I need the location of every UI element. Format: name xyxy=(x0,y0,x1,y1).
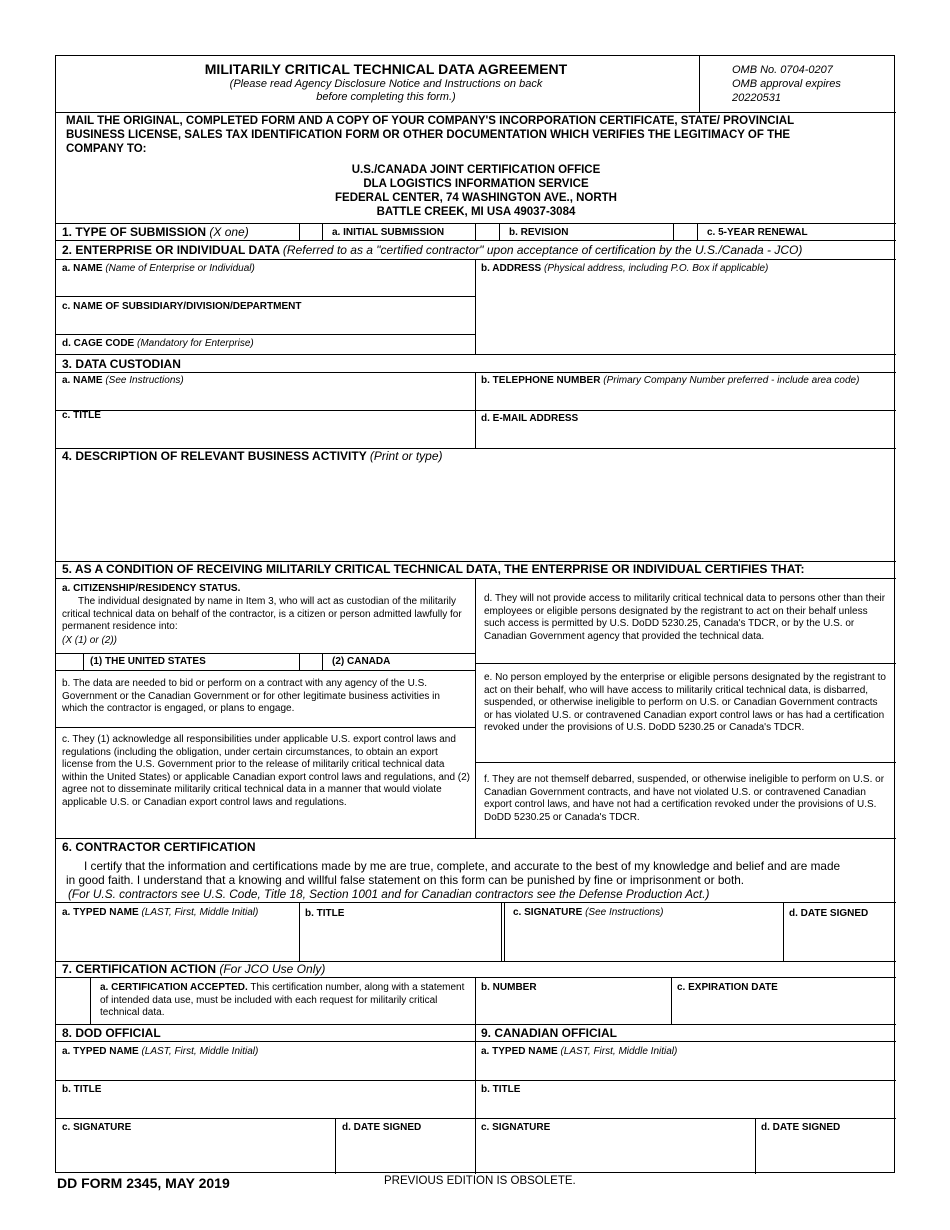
s3-phone-label: b. TELEPHONE NUMBER (Primary Company Number preferred - include area code) xyxy=(481,375,860,386)
s9-date-field[interactable] xyxy=(757,1136,894,1172)
s5-canada-label: (2) CANADA xyxy=(332,656,391,667)
s1-initial-checkbox[interactable] xyxy=(299,224,321,241)
s2-name-field[interactable] xyxy=(57,276,474,294)
s1-revision-label: b. REVISION xyxy=(509,227,569,238)
s3-name-label: a. NAME (See Instructions) xyxy=(62,375,184,386)
s7-number-label: b. NUMBER xyxy=(481,982,537,993)
s1-renewal-checkbox[interactable] xyxy=(673,224,695,241)
s2-cage-label: d. CAGE CODE (Mandatory for Enterprise) xyxy=(62,338,254,349)
mail-address-2: DLA LOGISTICS INFORMATION SERVICE xyxy=(363,178,589,190)
s2-title: 2. ENTERPRISE OR INDIVIDUAL DATA (Referred to as a "certified contractor" upon acceptance of certification by the U.S./Canada - JCO) xyxy=(62,243,803,257)
s8-name-field[interactable] xyxy=(57,1059,474,1079)
s6-title-label: b. TITLE xyxy=(305,908,345,919)
mail-address-1: U.S./CANADA JOINT CERTIFICATION OFFICE xyxy=(351,164,601,176)
form-subtitle-1: (Please read Agency Disclosure Notice and Instructions on back xyxy=(229,78,543,90)
mail-address-4: BATTLE CREEK, MI USA 49037-3084 xyxy=(376,206,576,218)
s7-expiration-field[interactable] xyxy=(673,996,894,1022)
s5-d-text: d. They will not provide access to militarily critical technical data to persons other than their employees or eligible persons designated by the registrant to act on their behalf unless such access is permitted by U.S. DoDD 5230.25, Canada's TDCR, or by the U.S. or Canadian Government agency that provided the technical data. xyxy=(484,593,886,642)
mail-instruction-3: COMPANY TO: xyxy=(66,143,147,155)
s7-accepted-text: a. CERTIFICATION ACCEPTED. This certification number, along with a statement of intended data use, must be included with each request for militarily critical technical data. xyxy=(100,982,465,1018)
s3-phone-field[interactable] xyxy=(477,388,894,408)
s2-address-label: b. ADDRESS (Physical address, including P.O. Box if applicable) xyxy=(481,263,769,274)
s5-c-text: c. They (1) acknowledge all responsibilities under applicable U.S. export control laws and regulations (including the obligation, under certain circumstances, to obtain an export license from the U.S. Government prior to the release of militarily critical technical data within the United States) or applicable Canadian export control laws and regulations, and (2) agree not to disseminate militarily critical technical data in a manner that would violate applicable U.S. or Canadian export control laws and regulations. xyxy=(62,734,471,808)
s6-title-field[interactable] xyxy=(301,922,500,960)
s5-f-text: f. They are not themself debarred, suspended, or otherwise ineligible to perform on U.S. or Canadian Government contracts, and have not violated U.S. or contravened Canadian export control laws, and have not had a certification revoked under the provisions of U.S. DoDD 5230.25 or Canada's TDCR. xyxy=(484,774,885,823)
form-title: MILITARILY CRITICAL TECHNICAL DATA AGREEMENT xyxy=(204,61,568,77)
s4-title: 4. DESCRIPTION OF RELEVANT BUSINESS ACTIVITY (Print or type) xyxy=(62,449,443,463)
s6-cert-3: (For U.S. contractors see U.S. Code, Title 18, Section 1001 and for Canadian contractors see the Defense Production Act.) xyxy=(68,887,710,901)
s3-name-field[interactable] xyxy=(57,388,474,408)
omb-number: OMB No. 0704-0207 xyxy=(732,64,833,76)
s6-name-field[interactable] xyxy=(57,922,298,960)
s9-name-field[interactable] xyxy=(477,1059,894,1079)
s3-email-field[interactable] xyxy=(477,426,894,446)
form-subtitle-2: before completing this form.) xyxy=(316,91,456,103)
s2-subsidiary-field[interactable] xyxy=(57,314,474,332)
s8-title-label: b. TITLE xyxy=(62,1084,102,1095)
s4-description-field[interactable] xyxy=(57,466,895,558)
s7-title: 7. CERTIFICATION ACTION (For JCO Use Only) xyxy=(62,962,326,976)
s5-us-label: (1) THE UNITED STATES xyxy=(90,656,206,667)
s2-address-field[interactable] xyxy=(477,276,894,352)
form-id: DD FORM 2345, MAY 2019 xyxy=(57,1175,230,1191)
s2-name-label: a. NAME (Name of Enterprise or Individual) xyxy=(62,263,255,274)
s9-signature-label: c. SIGNATURE xyxy=(481,1122,551,1133)
s8-date-field[interactable] xyxy=(337,1136,474,1172)
s5-b-text: b. The data are needed to bid or perform on a contract with any agency of the U.S. Government or the Canadian Government or for other legitimate business activities in which the contractor is engaged, or plans to engage. xyxy=(62,678,440,714)
s2-subsidiary-label: c. NAME OF SUBSIDIARY/DIVISION/DEPARTMENT xyxy=(62,301,302,312)
s9-title-field[interactable] xyxy=(477,1097,894,1117)
s6-title: 6. CONTRACTOR CERTIFICATION xyxy=(62,840,256,854)
mail-instruction-1: MAIL THE ORIGINAL, COMPLETED FORM AND A COPY OF YOUR COMPANY'S INCORPORATION CERTIFICATE, STATE/ PROVINCIAL xyxy=(66,115,795,127)
s1-title: 1. TYPE OF SUBMISSION (X one) xyxy=(62,225,249,239)
s8-signature-label: c. SIGNATURE xyxy=(62,1122,132,1133)
s3-title: 3. DATA CUSTODIAN xyxy=(62,357,181,371)
s8-signature-field[interactable] xyxy=(57,1136,334,1172)
form-header xyxy=(56,56,896,112)
s9-title: 9. CANADIAN OFFICIAL xyxy=(481,1026,617,1040)
mail-address-3: FEDERAL CENTER, 74 WASHINGTON AVE., NORTH xyxy=(335,192,617,204)
s6-signature-field[interactable] xyxy=(506,922,782,960)
s9-signature-field[interactable] xyxy=(477,1136,754,1172)
s9-name-label: a. TYPED NAME (LAST, First, Middle Initial) xyxy=(481,1046,678,1057)
s6-date-field[interactable] xyxy=(785,922,894,960)
s8-title-field[interactable] xyxy=(57,1097,474,1117)
s9-title-label: b. TITLE xyxy=(481,1084,521,1095)
s8-title: 8. DOD OFFICIAL xyxy=(62,1026,161,1040)
s5-a-hint: (X (1) or (2)) xyxy=(62,635,117,646)
omb-date: 20220531 xyxy=(732,92,781,104)
s8-date-label: d. DATE SIGNED xyxy=(342,1122,422,1133)
s5-a-title: a. CITIZENSHIP/RESIDENCY STATUS. xyxy=(62,583,241,594)
s5-e-text: e. No person employed by the enterprise or eligible persons designated by the registrant to act on their behalf, who will have access to militarily critical technical data, is disbarred, suspended, or otherwise ineligible to perform on U.S. or Canadian Government contracts or has violated U.S. or contravened Canadian export control laws or has had a certification revoked under the provisions of U.S. DoDD 5230.25 or Canada's TDCR. xyxy=(484,672,886,733)
s6-date-label: d. DATE SIGNED xyxy=(789,908,869,919)
s6-name-label: a. TYPED NAME (LAST, First, Middle Initial) xyxy=(62,907,259,918)
s5-a-body: The individual designated by name in Item 3, who will act as custodian of the militarily critical technical data on behalf of the contractor, is a citizen or person admitted lawfully for permanent residence into: xyxy=(62,596,462,632)
s1-revision-checkbox[interactable] xyxy=(475,224,497,241)
s6-cert-1: I certify that the information and certifications made by me are true, complete, and accurate to the best of my knowledge and belief and are made xyxy=(84,859,841,873)
s5-canada-checkbox[interactable] xyxy=(299,654,321,670)
s5-us-checkbox[interactable] xyxy=(56,654,83,670)
s8-name-label: a. TYPED NAME (LAST, First, Middle Initial) xyxy=(62,1046,259,1057)
edition-note: PREVIOUS EDITION IS OBSOLETE. xyxy=(384,1175,576,1187)
s5-title: 5. AS A CONDITION OF RECEIVING MILITARILY CRITICAL TECHNICAL DATA, THE ENTERPRISE OR INDIVIDUAL CERTIFIES THAT: xyxy=(62,562,805,576)
s3-title-label: c. TITLE xyxy=(62,410,101,421)
s7-expiration-label: c. EXPIRATION DATE xyxy=(677,982,778,993)
s3-email-label: d. E-MAIL ADDRESS xyxy=(481,413,579,424)
s3-title-field[interactable] xyxy=(57,424,474,446)
s9-date-label: d. DATE SIGNED xyxy=(761,1122,841,1133)
omb-expires: OMB approval expires xyxy=(732,78,841,90)
s6-cert-2: in good faith. I understand that a knowing and willful false statement on this form can be punished by fine or imprisonment or both. xyxy=(66,873,745,887)
mail-instruction-2: BUSINESS LICENSE, SALES TAX IDENTIFICATION FORM OR OTHER DOCUMENTATION WHICH VERIFIES THE LEGITIMACY OF THE xyxy=(66,129,791,141)
s7-accepted-checkbox[interactable] xyxy=(56,978,90,1023)
s7-number-field[interactable] xyxy=(477,996,670,1022)
s6-signature-label: c. SIGNATURE (See Instructions) xyxy=(513,907,664,918)
s1-initial-label: a. INITIAL SUBMISSION xyxy=(332,227,445,238)
form-container xyxy=(55,55,895,1173)
s1-renewal-label: c. 5-YEAR RENEWAL xyxy=(707,227,808,238)
